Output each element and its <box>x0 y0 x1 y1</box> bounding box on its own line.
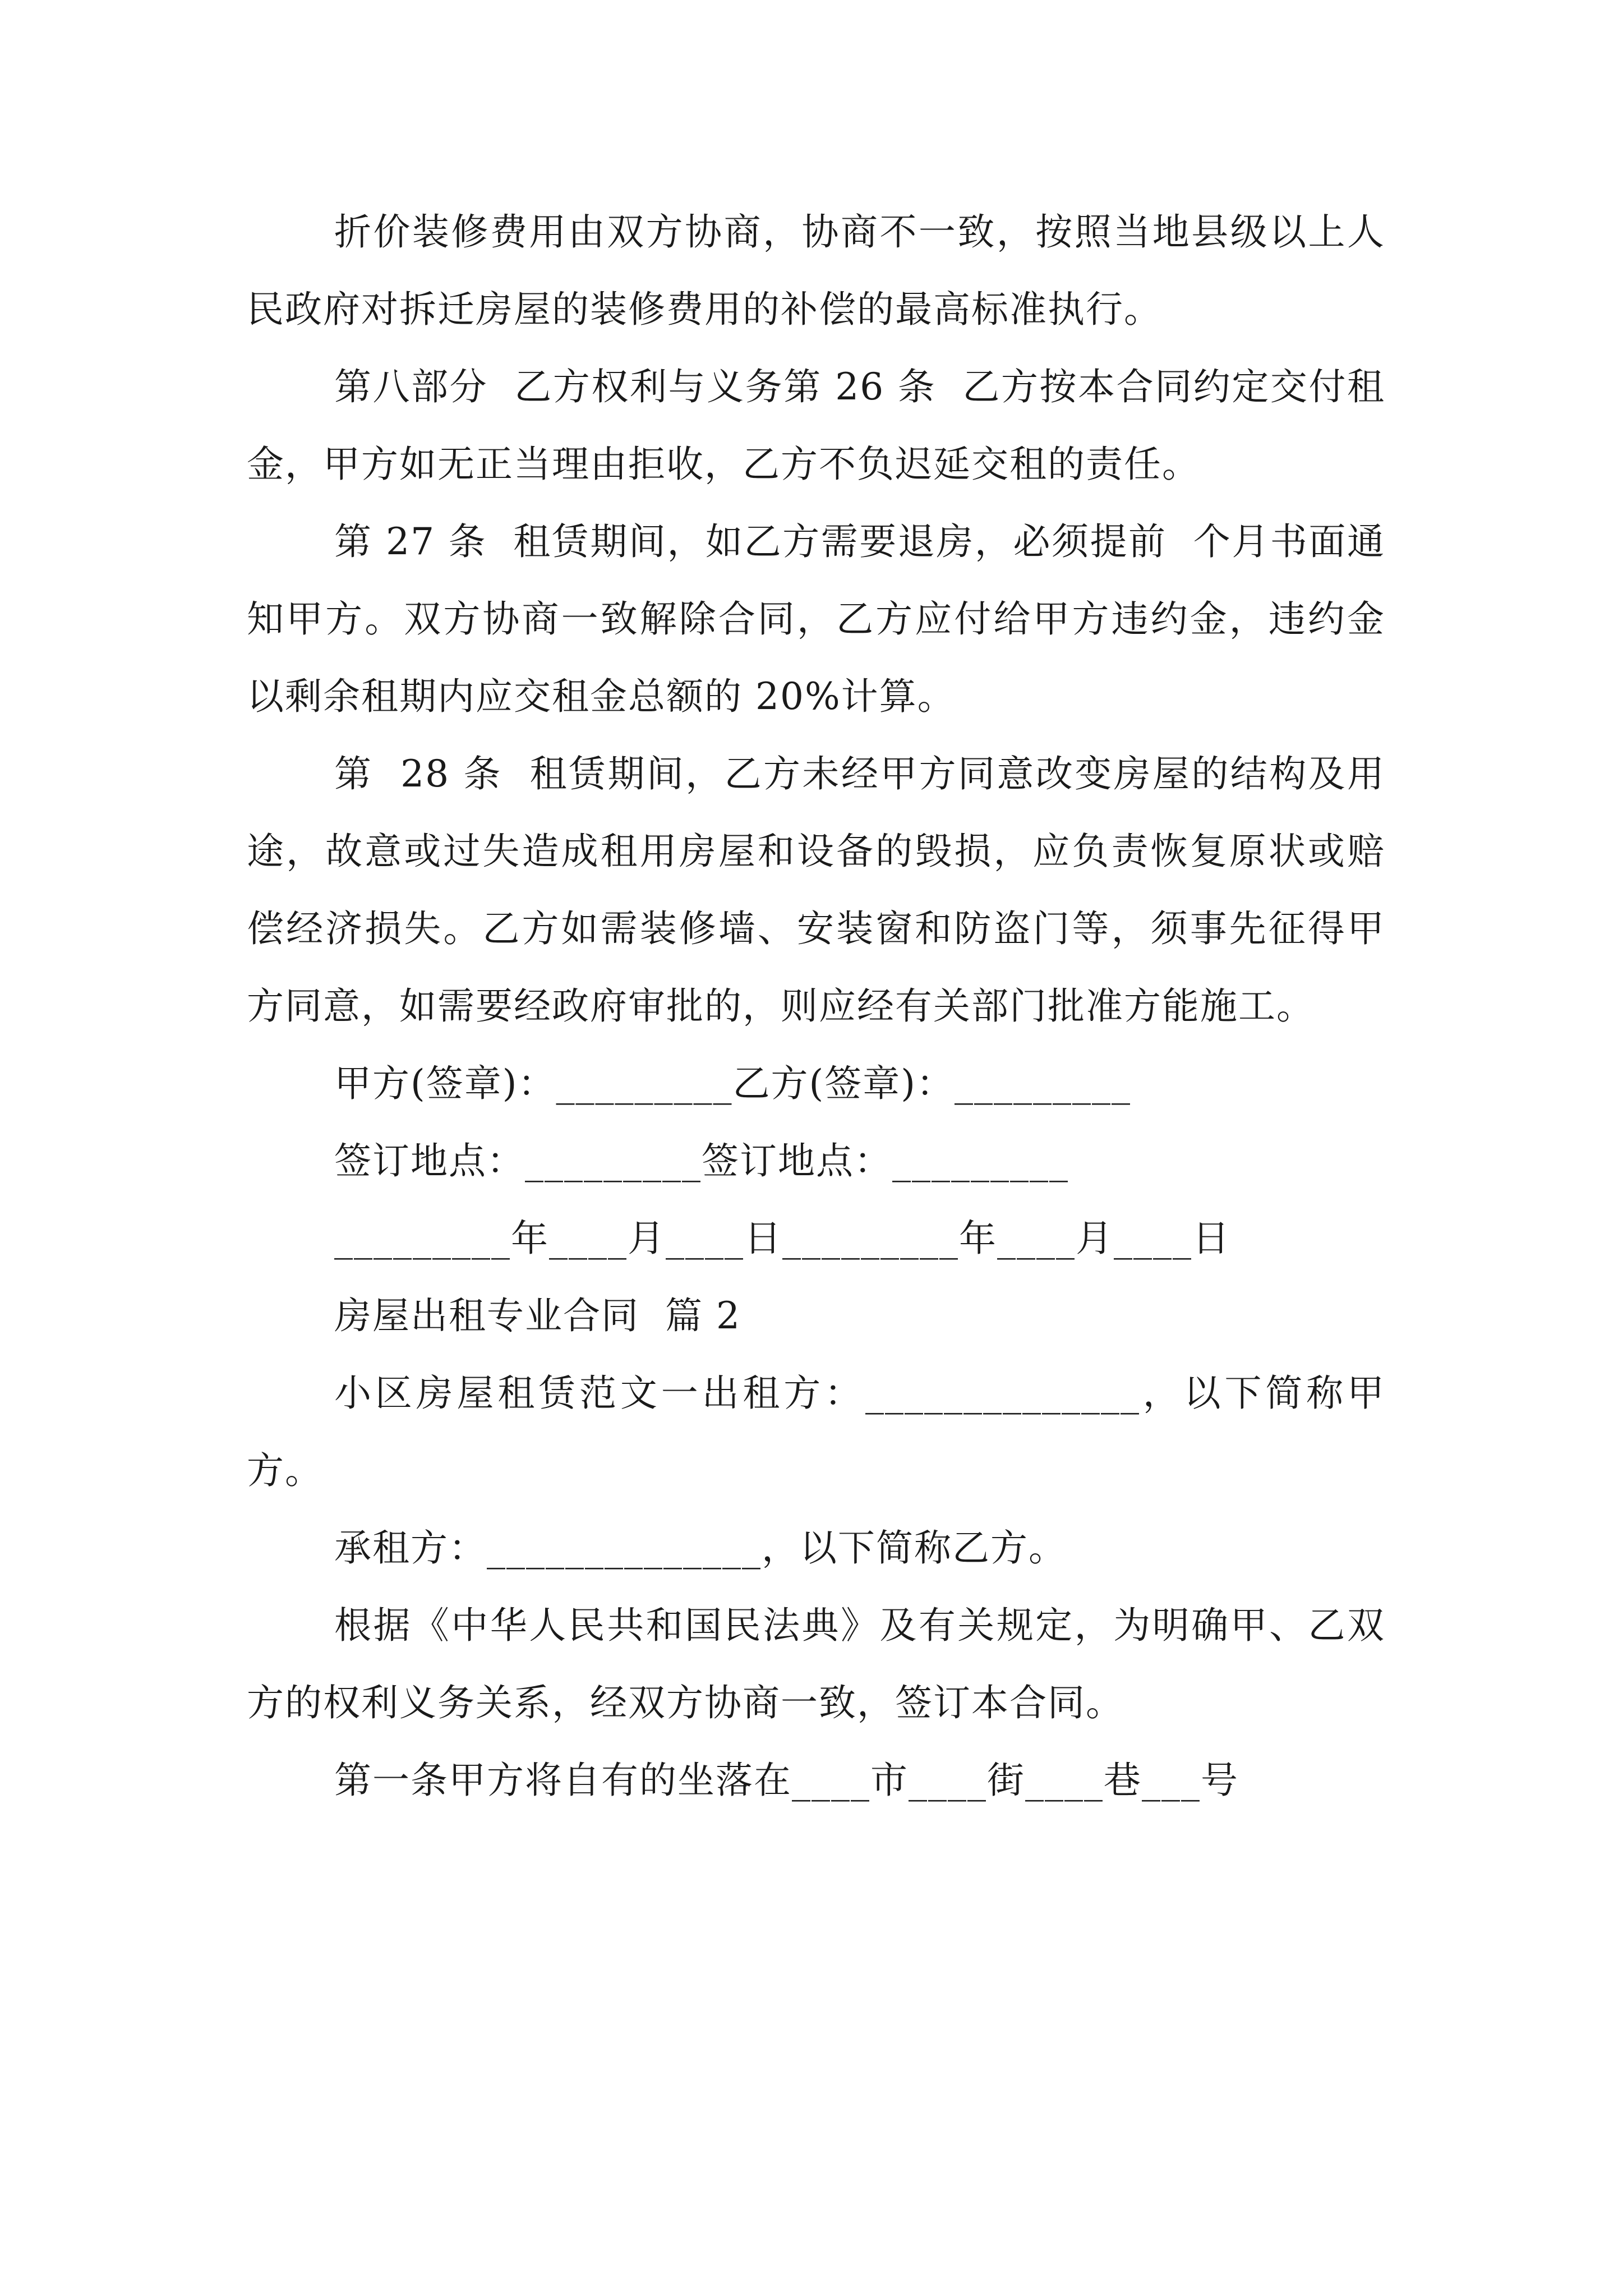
paragraph-lessee: 承租方：______________，以下简称乙方。 <box>334 1526 1067 1570</box>
paragraph-article-26: 第八部分 乙方权利与义务第 26 条 乙方按本合同约定交付租金，甲方如无正当理由拒收，乙方不负迟延交租的责任。 <box>247 365 1385 486</box>
signing-place-line: 签订地点：_________签订地点：_________ <box>334 1139 1069 1182</box>
signing-date-line: _________年____月____日_________年____月____日 <box>334 1217 1230 1260</box>
paragraph-article-28: 第 28 条 租赁期间，乙方未经甲方同意改变房屋的结构及用途，故意或过失造成租用房屋和设备的毁损，应负责恢复原状或赔偿经济损失。乙方如需装修墙、安装窗和防盗门等，须事先征得甲方同意，如需要经政府审批的，则应经有关部门批准方能施工。 <box>247 752 1385 1028</box>
section-title: 房屋出租专业合同 篇 2 <box>334 1294 741 1337</box>
paragraph-article-1: 第一条甲方将自有的坐落在____市____街____巷___号 <box>334 1759 1239 1802</box>
document-page <box>247 194 1385 1819</box>
signature-line: 甲方(签章)：_________乙方(签章)：_________ <box>334 1062 1131 1105</box>
paragraph-legal-basis: 根据《中华人民共和国民法典》及有关规定，为明确甲、乙双方的权利义务关系，经双方协商一致，签订本合同。 <box>247 1604 1385 1724</box>
paragraph-lessor: 小区房屋租赁范文一出租方：______________，以下简称甲方。 <box>247 1372 1385 1492</box>
paragraph-article-27: 第 27 条 租赁期间，如乙方需要退房，必须提前 个月书面通知甲方。双方协商一致解除合同，乙方应付给甲方违约金，违约金以剩余租期内应交租金总额的 20%计算。 <box>247 520 1385 718</box>
paragraph-renovation-cost: 折价装修费用由双方协商，协商不一致，按照当地县级以上人民政府对拆迁房屋的装修费用的补偿的最高标准执行。 <box>247 210 1385 331</box>
